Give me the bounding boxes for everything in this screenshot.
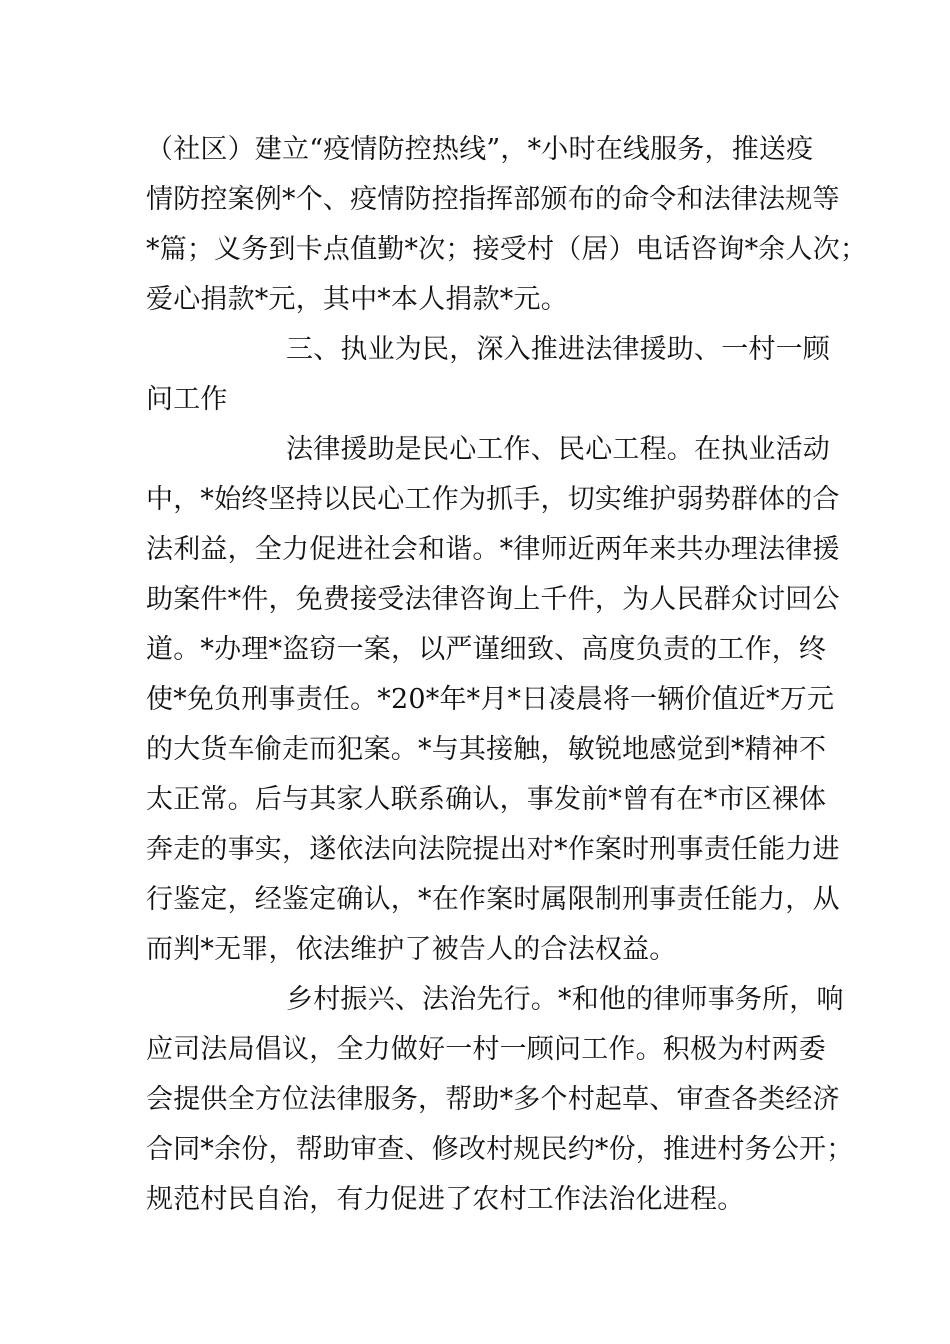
section-heading: 三、执业为民，深入推进法律援助、一村一顾 — [286, 334, 830, 365]
text-line: 而判*无罪，依法维护了被告人的合法权益。 — [146, 934, 677, 965]
text-line: 助案件*件，免费接受法律咨询上千件，为人民群众讨回公 — [146, 584, 840, 615]
text-line: 会提供全方位法律服务，帮助*多个村起草、审查各类经济 — [146, 1084, 840, 1115]
text-line: 的大货车偷走而犯案。*与其接触，敏锐地感觉到*精神不 — [146, 734, 827, 765]
section-heading: 问工作 — [146, 384, 228, 415]
text-line: 行鉴定，经鉴定确认，*在作案时属限制刑事责任能力，从 — [146, 884, 840, 915]
text-line: 乡村振兴、法治先行。*和他的律师事务所，响 — [286, 984, 844, 1015]
text-line: （社区）建立“疫情防控热线”，*小时在线服务，推送疫 — [146, 134, 814, 165]
text-line: 应司法局倡议，全力做好一村一顾问工作。积极为村两委 — [146, 1034, 826, 1065]
text-line: 合同*余份，帮助审查、修改村规民约*份，推进村务公开； — [146, 1134, 854, 1165]
text-line: 中，*始终坚持以民心工作为抓手，切实维护弱势群体的合 — [146, 484, 840, 515]
text-line: 法律援助是民心工作、民心工程。在执业活动 — [286, 434, 830, 465]
text-line: 爱心捐款*元，其中*本人捐款*元。 — [146, 284, 568, 315]
text-line: 道。*办理*盗窃一案，以严谨细致、高度负责的工作，终 — [146, 634, 827, 665]
text-line: 情防控案例*个、疫情防控指挥部颁布的命令和法律法规等 — [146, 184, 840, 215]
text-line: 奔走的事实，遂依法向法院提出对*作案时刑事责任能力进 — [146, 834, 840, 865]
text-line: 法利益，全力促进社会和谐。*律师近两年来共办理法律援 — [146, 534, 840, 565]
text-line: 使*免负刑事责任。*20*年*月*日凌晨将一辆价值近*万元 — [146, 684, 835, 715]
text-line: 规范村民自治，有力促进了农村工作法治化进程。 — [146, 1184, 745, 1215]
text-line: *篇；义务到卡点值勤*次；接受村（居）电话咨询*余人次； — [146, 234, 868, 265]
text-line: 太正常。后与其家人联系确认，事发前*曾有在*市区裸体 — [146, 784, 827, 815]
